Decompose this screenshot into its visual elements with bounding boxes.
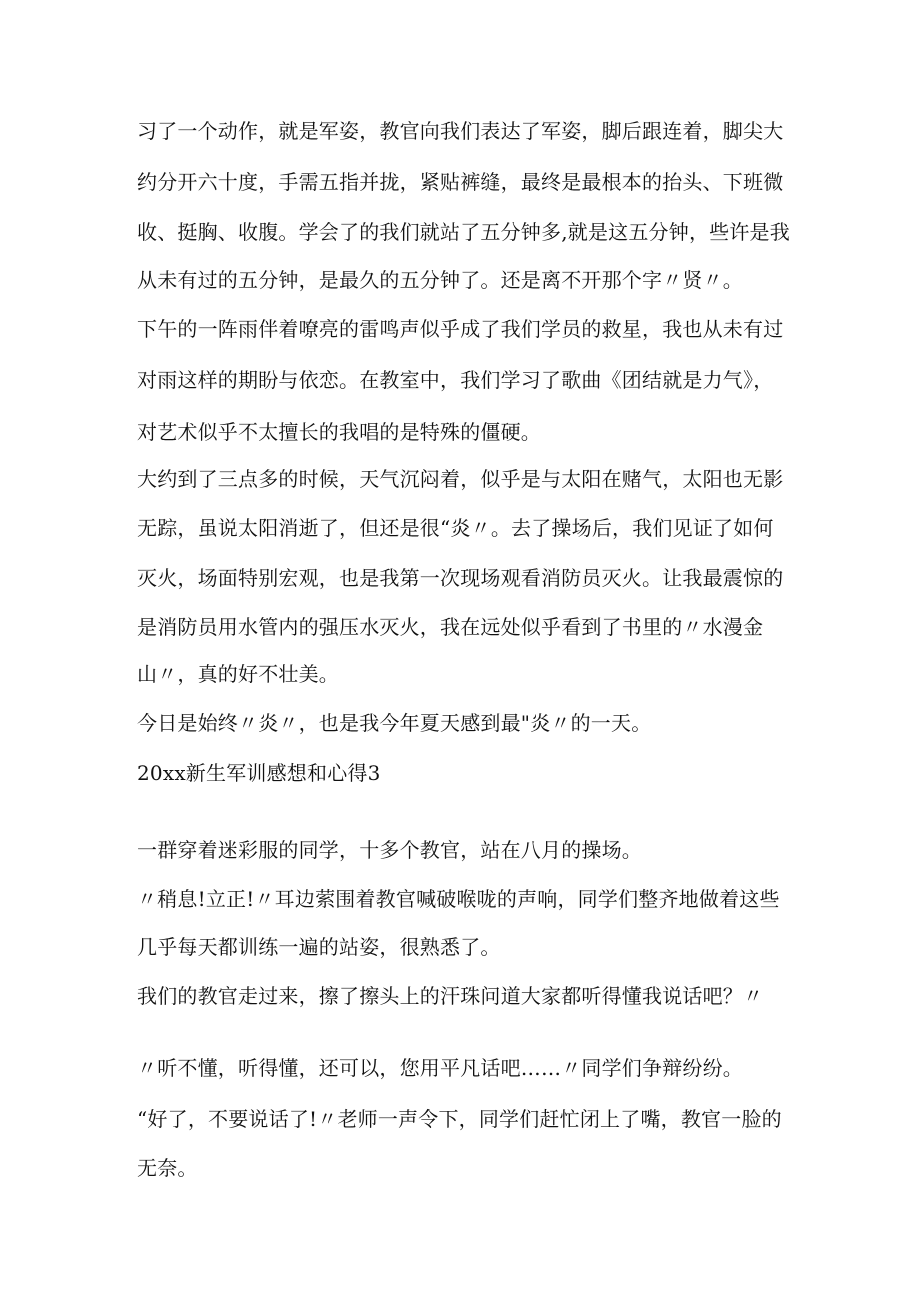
paragraph-line: 我们的教官走过来，擦了擦头上的汗珠问道大家都听得懂我说话吧？〃 bbox=[137, 984, 764, 1008]
paragraph-line: 无踪，虽说太阳消逝了，但还是很“炎〃。去了操场后，我们见证了如何 bbox=[137, 516, 774, 540]
section-heading: 20xx新生军训感想和心得3 bbox=[137, 761, 381, 785]
paragraph-line: 收、挺胸、收腹。学会了的我们就站了五分钟多,就是这五分钟，些许是我 bbox=[137, 220, 790, 244]
paragraph-line: 对雨这样的期盼与依恋。在教室中，我们学习了歌曲《团结就是力气》， bbox=[137, 368, 774, 392]
paragraph-line: 一群穿着迷彩服的同学，十多个教官，站在八月的操场。 bbox=[137, 838, 642, 862]
paragraph-line: 下午的一阵雨伴着嘹亮的雷鸣声似乎成了我们学员的救星，我也从未有过 bbox=[137, 317, 784, 341]
paragraph-line: 今日是始终〃炎〃，也是我今年夏天感到最"炎〃的一天。 bbox=[137, 711, 652, 735]
paragraph-line: 几乎每天都训练一遍的站姿，很熟悉了。 bbox=[137, 935, 501, 959]
paragraph-line: 灭火，场面特别宏观，也是我第一次现场观看消防员灭火。让我最震惊的 bbox=[137, 566, 784, 590]
paragraph-line: 从未有过的五分钟，是最久的五分钟了。还是离不开那个字〃贤〃。 bbox=[137, 268, 743, 292]
paragraph-line: 〃听不懂，听得懂，还可以，您用平凡话吧……〃同学们争辩纷纷。 bbox=[137, 1056, 743, 1080]
paragraph-line: 无奈。 bbox=[137, 1156, 198, 1180]
paragraph-line: 是消防员用水管内的强压水灭火，我在远处似乎看到了书里的〃水漫金 bbox=[137, 615, 764, 639]
paragraph-line: 大约到了三点多的时候，天气沉闷着，似乎是与太阳在赌气，太阳也无影 bbox=[137, 467, 784, 491]
paragraph-line: 山〃，真的好不壮美。 bbox=[137, 662, 339, 686]
paragraph-line: 对艺术似乎不太擅长的我唱的是特殊的僵硬。 bbox=[137, 420, 541, 444]
paragraph-line: 习了一个动作，就是军姿，教官向我们表达了军姿，脚后跟连着，脚尖大 bbox=[137, 119, 784, 143]
paragraph-line: 约分开六十度，手需五指并拢，紧贴裤缝，最终是最根本的抬头、下班微 bbox=[137, 170, 784, 194]
paragraph-line: “好了，不要说话了!〃老师一声令下，同学们赶忙闭上了嘴，教官一脸的 bbox=[137, 1107, 782, 1131]
paragraph-line: 〃稍息!立正!〃耳边萦围着教官喊破喉咙的声响，同学们整齐地做着这些 bbox=[137, 887, 780, 911]
